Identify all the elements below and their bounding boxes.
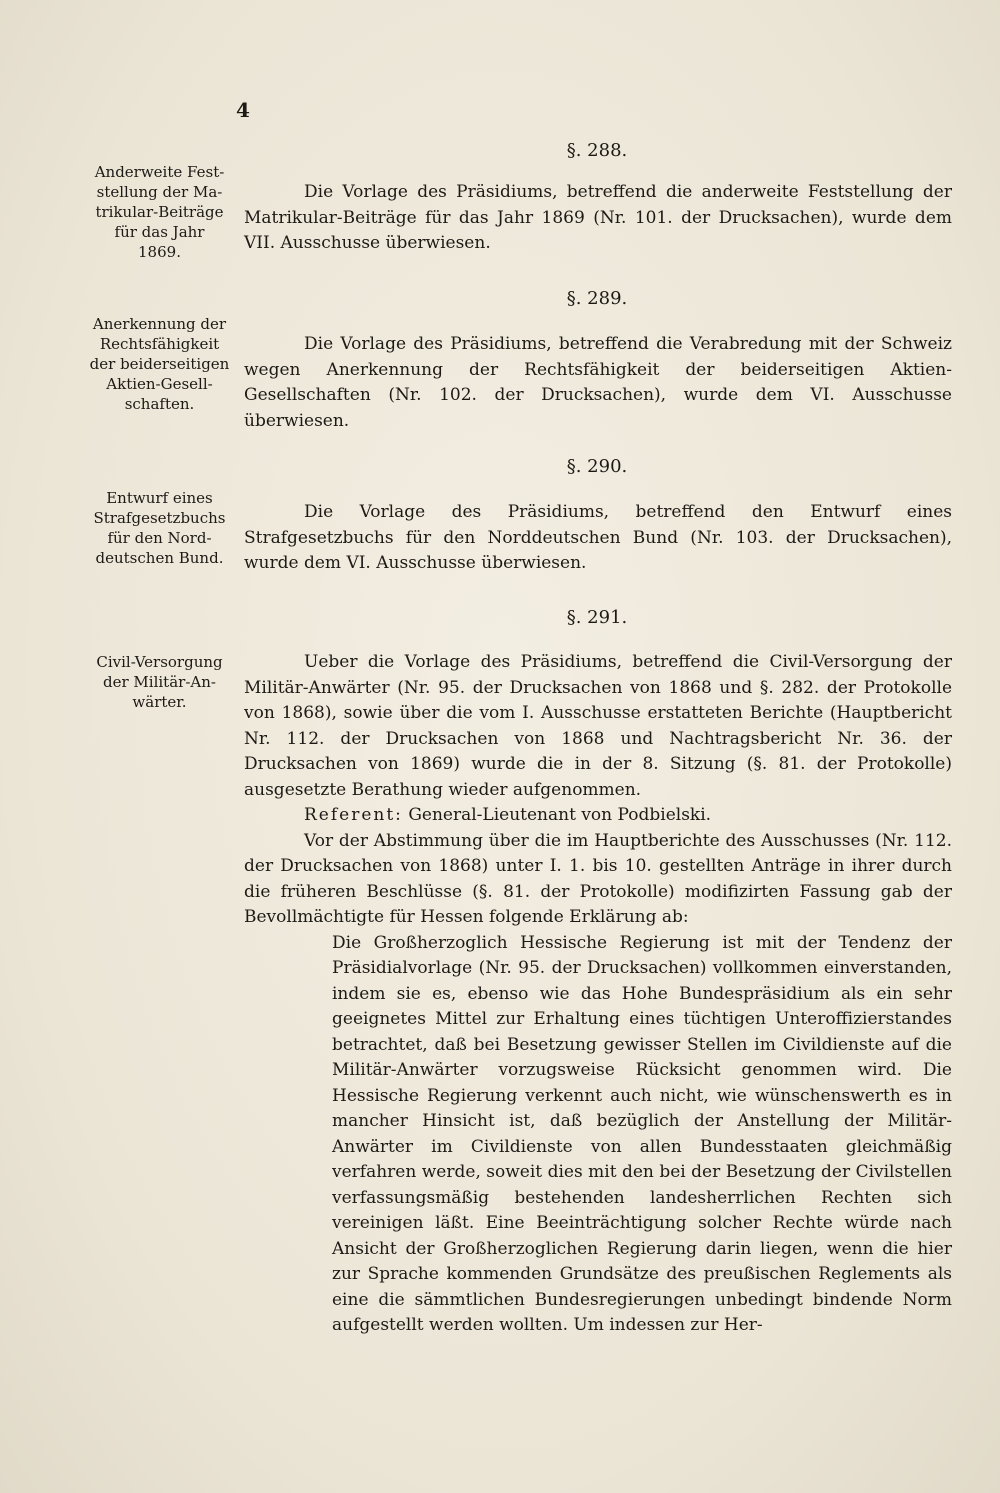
paragraph-288: Die Vorlage des Präsidiums, betreffend die anderweite Feststellung der Matrikular-Beiträge für das Jahr 1869 (Nr. 101. der Drucksachen), wurde dem VII. Ausschusse überwiesen. (244, 182, 952, 253)
referent-label: Referent: (304, 805, 403, 825)
referent-name: General-Lieutenant von Podbielski. (408, 805, 712, 825)
paragraph-291-vote: Vor der Abstimmung über die im Hauptberichte des Ausschusses (Nr. 112. der Drucksachen von 1868) unter I. 1. bis 10. gestellten Anträge in ihrer durch die früheren Beschlüsse (§. 81. der Protokolle) modifizirten Fassung gab der Bevollmächtigte für Hessen folgende Erklärung ab: (244, 830, 952, 927)
paragraph-289: Die Vorlage des Präsidiums, betreffend die Verabredung mit der Schweiz wegen Anerkennung der Rechtsfähigkeit der beiderseitigen Aktien-Gesellschaften (Nr. 102. der Drucksachen), wurde dem VI. Ausschusse überwiesen. (244, 334, 952, 431)
section-heading-289: §. 289. (566, 288, 628, 309)
paragraph-291: Ueber die Vorlage des Präsidiums, betreffend die Civil-Versorgung der Militär-Anwärter (Nr. 95. der Drucksachen von 1868 und §. 282. der Protokolle von 1868), sowie über die vom I. Ausschusse erstatteten Berichte (Hauptbericht Nr. 112. der Drucksachen von 1868 und Nachtragsbericht Nr. 36. der Drucksachen von 1869) wurde die in der 8. Sitzung (§. 81. der Protokolle) ausgesetzte Berathung wieder aufgenommen. (244, 652, 952, 800)
section-body-289 (244, 332, 952, 434)
margin-note-290-text: Entwurf eines Strafgesetzbuchs für den Nord- deutschen Bund. (93, 489, 226, 567)
margin-note-288 (82, 162, 237, 262)
section-heading-288: §. 288. (566, 140, 628, 161)
page-number: 4 (236, 98, 250, 122)
margin-note-291-text: Civil-Versorgung der Militär-An- wärter. (96, 653, 223, 711)
section-body-288 (244, 180, 952, 257)
margin-note-288-text: Anderweite Fest- stellung der Ma- trikular-Beiträge für das Jahr 1869. (94, 163, 225, 261)
section-heading-290: §. 290. (566, 456, 628, 477)
section-heading-291: §. 291. (566, 607, 628, 628)
margin-note-289-text: Anerkennung der Rechtsfähigkeit der beiderseitigen Aktien-Gesell- schaften. (89, 315, 230, 413)
margin-note-291 (82, 652, 237, 712)
referent-line (244, 803, 952, 829)
margin-note-290 (82, 488, 237, 568)
section-body-290 (244, 500, 952, 577)
section-body-291 (244, 650, 952, 1339)
margin-note-289 (82, 314, 237, 414)
hessen-declaration: Die Großherzoglich Hessische Regierung ist mit der Tendenz der Präsidialvorlage (Nr. 95. der Drucksachen) vollkommen einverstanden, indem sie es, ebenso wie das Hohe Bundespräsidium als ein sehr geeignetes Mittel zur Erhaltung eines tüchtigen Unteroffizierstandes betrachtet, daß bei Besetzung gewisser Stellen im Civildienste auf die Militär-Anwärter vorzugsweise Rücksicht genommen wird. Die Hessische Regierung verkennt auch nicht, wie wünschenswerth es in mancher Hinsicht ist, daß bezüglich der Anstellung der Militär-Anwärter im Civildienste von allen Bundesstaaten gleichmäßig verfahren werde, soweit dies mit den bei der Besetzung der Civilstellen verfassungsmäßig bestehenden landesherrlichen Rechten sich vereinigen läßt. Eine Beeinträchtigung solcher Rechte würde nach Ansicht der Großherzoglichen Regierung darin liegen, wenn die hier zur Sprache kommenden Grundsätze des preußischen Reglements als eine die sämmtlichen Bundesregierungen unbedingt bindende Norm aufgestellt werden wollten. Um indessen zur Her- (332, 932, 952, 1335)
paragraph-290: Die Vorlage des Präsidiums, betreffend den Entwurf eines Strafgesetzbuchs für den Norddeutschen Bund (Nr. 103. der Drucksachen), wurde dem VI. Ausschusse überwiesen. (244, 502, 952, 573)
